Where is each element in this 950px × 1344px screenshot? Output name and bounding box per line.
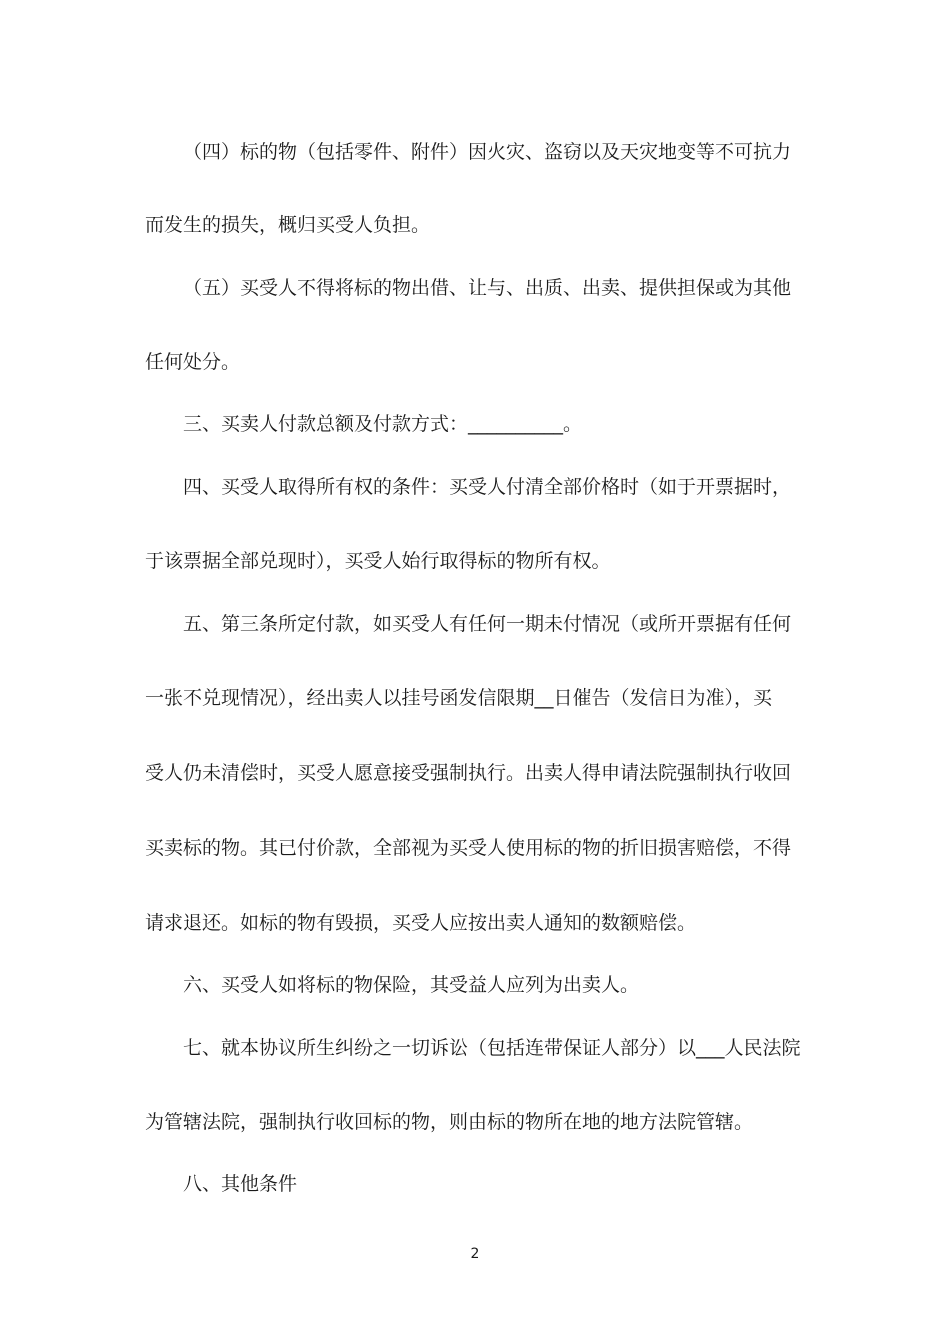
article-5-line-1: 五、第三条所定付款，如买受人有任何一期未付情况（或所开票据有任何 bbox=[183, 613, 792, 635]
article-4-line-1: 四、买受人取得所有权的条件：买受人付清全部价格时（如于开票据时， bbox=[183, 476, 792, 498]
clause-4-line-1: （四）标的物（包括零件、附件）因火灾、盗窃以及天灾地变等不可抗力 bbox=[183, 141, 792, 163]
article-7-line-2: 为管辖法院，强制执行收回标的物，则由标的物所在地的地方法院管辖。 bbox=[145, 1111, 754, 1133]
article-4-line-2: 于该票据全部兑现时），买受人始行取得标的物所有权。 bbox=[145, 550, 611, 572]
article-5-line-2: 一张不兑现情况），经出卖人以挂号函发信限期__日催告（发信日为准），买 bbox=[145, 687, 773, 709]
clause-5-line-2: 任何处分。 bbox=[145, 351, 241, 373]
clause-4-line-2: 而发生的损失，概归买受人负担。 bbox=[145, 214, 431, 236]
article-6: 六、买受人如将标的物保险，其受益人应列为出卖人。 bbox=[183, 974, 640, 996]
article-3-payment: 三、买卖人付款总额及付款方式：__________。 bbox=[183, 413, 583, 435]
article-5-line-5: 请求退还。如标的物有毁损，买受人应按出卖人通知的数额赔偿。 bbox=[145, 912, 697, 934]
clause-5-line-1: （五）买受人不得将标的物出借、让与、出质、出卖、提供担保或为其他 bbox=[183, 277, 792, 299]
article-5-line-4: 买卖标的物。其已付价款，全部视为买受人使用标的物的折旧损害赔偿，不得 bbox=[145, 837, 792, 859]
article-8-heading: 八、其他条件 bbox=[183, 1173, 298, 1195]
page-number: 2 bbox=[470, 1246, 480, 1262]
article-7-line-1: 七、就本协议所生纠纷之一切诉讼（包括连带保证人部分）以___人民法院 bbox=[183, 1037, 801, 1059]
article-5-line-3: 受人仍未清偿时，买受人愿意接受强制执行。出卖人得申请法院强制执行收回 bbox=[145, 762, 792, 784]
